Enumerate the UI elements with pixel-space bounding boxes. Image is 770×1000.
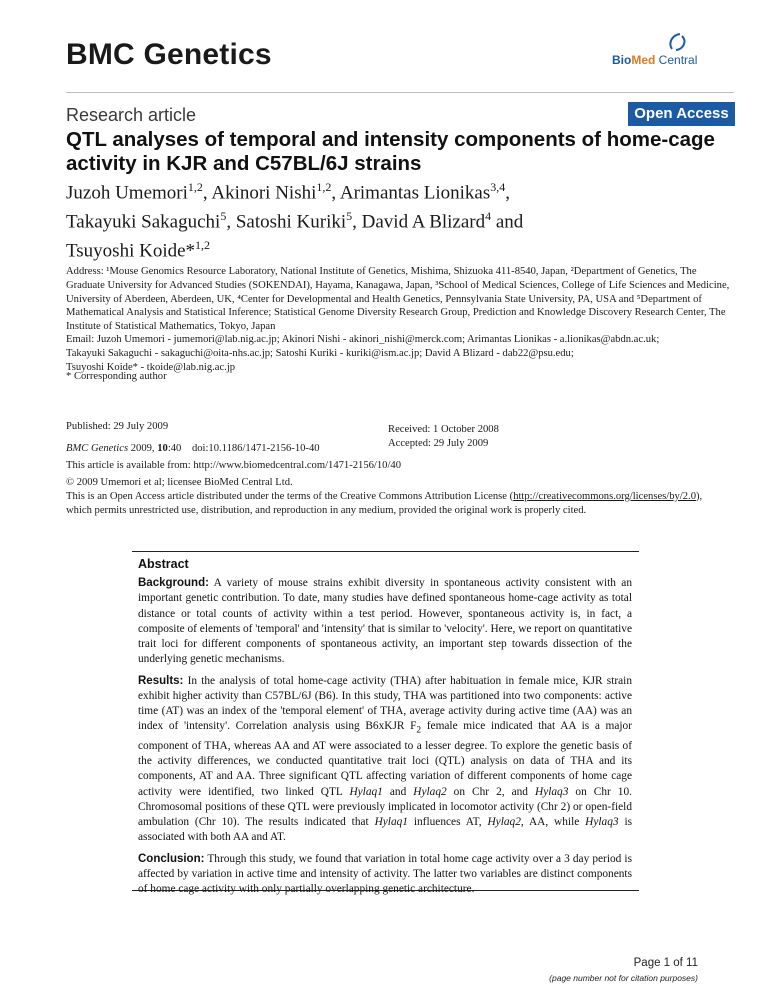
results-subscript: 2 [416, 725, 422, 736]
qtl-name: Hylaq2 [413, 785, 447, 798]
author-affiliation: 5 [220, 208, 227, 223]
abstract-top-rule [132, 551, 639, 552]
logo-central: Central [655, 53, 698, 67]
license-link[interactable]: http://creativecommons.org/licenses/by/2.0 [513, 490, 696, 502]
results-text: and [382, 785, 414, 798]
qtl-name: Hylaq3 [535, 785, 569, 798]
article-title: QTL analyses of temporal and intensity components of home-cage activity in KJR and C57BL/6J strains [66, 128, 715, 175]
author-affiliation: 1,2 [187, 180, 203, 194]
page-number: Page 1 of 11 [633, 957, 698, 969]
citation-journal: BMC Genetics [66, 442, 129, 454]
citation-volume: 10 [157, 442, 168, 454]
header-divider [66, 92, 734, 93]
copyright-line: © 2009 Umemori et al; licensee BioMed Central Ltd. [66, 477, 293, 488]
qtl-name: Hylaq2 [487, 816, 521, 829]
conclusion-text: Through this study, we found that variation in total home cage activity over a 3 day period is affected by variation in active time and intensity of activity. The latter two variables are distinct components [138, 852, 632, 880]
qtl-name: Hylaq1 [349, 785, 383, 798]
copyright-license [66, 476, 736, 517]
author-affiliation: 3,4 [490, 180, 506, 194]
citation-year: 2009, [128, 442, 158, 454]
author-emails [66, 333, 736, 374]
abstract-background [138, 576, 632, 668]
corresponding-author-note: * Corresponding author [66, 371, 167, 382]
results-text: , AA, while [520, 816, 586, 829]
article-type: Research article [66, 105, 197, 125]
abstract-results [138, 674, 632, 846]
biomed-logo-text [612, 53, 697, 67]
published-date: Published: 29 July 2009 [66, 421, 169, 432]
license-text: This is an Open Access article distributed under the terms of the Creative Commons Attribution License ( [66, 490, 514, 502]
citation [66, 442, 376, 456]
biomed-swoosh-icon [666, 31, 690, 53]
license-line: which permits unrestricted use, distribution, and reproduction in any medium, provided the original work is properly cited. [66, 504, 587, 516]
author-name: Takayuki Sakaguchi [66, 211, 221, 233]
author-name: Satoshi Kuriki [235, 211, 347, 233]
conclusion-label: Conclusion: [138, 852, 205, 865]
publication-info [66, 420, 376, 456]
article-availability[interactable]: This article is available from: http://www.biomedcentral.com/1471-2156/10/40 [66, 460, 401, 471]
abstract-body [138, 576, 632, 903]
abstract-heading: Abstract [138, 557, 189, 571]
qtl-name: Hylaq1 [374, 816, 408, 829]
qtl-name: Hylaq3 [585, 816, 619, 829]
email-line[interactable]: Email: Juzoh Umemori - jumemori@lab.nig.ac.jp; Akinori Nishi - akinori_nishi@merck.com; Arimantas Lionikas - a.lionikas@abdn.ac.uk; [66, 334, 660, 345]
author-name: Arimantas Lionikas [339, 182, 491, 204]
accepted-date: Accepted: 29 July 2009 [388, 437, 489, 449]
results-text: In the analysis of total home-cage activity (THA) after habituation in female mice, KJR strain exhibit higher activity than C57BL/6J (B6). In this study, THA was partitioned into two components: active time (AT) was an index of the 'temporal element' of THA, average activity during active time (AA) was an index of 'intensity'. Correlation analysis using B6xKJR F [138, 674, 632, 733]
email-line[interactable]: Takayuki Sakaguchi - sakaguchi@oita-nhs.ac.jp; Satoshi Kuriki - kuriki@ism.ac.jp; David A Blizard - dab22@psu.edu; [66, 347, 574, 359]
received-accepted [388, 423, 638, 451]
results-label: Results: [138, 674, 184, 687]
author-list: Juzoh Umemori$^{1,2}$, Akinori Nishi$^{1,2}$, Arimantas Lionikas$^{3,4}$, Takayuki Sakaguchi$^5$, Satoshi Kuriki$^5$, David A Blizard$^4$ and Tsuyoshi Koide*$^{1,2}$ [66, 180, 524, 261]
corresponding-mark: * [185, 239, 196, 261]
affiliations-address: Address: ¹Mouse Genomics Resource Laboratory, National Institute of Genetics, Mishima, Shizuoka 411-8540, Japan, ²Department of Genetics, The Graduate University for Advanced Studies (SOKENDAI), Hayama, Kanagawa, Japan, ³School of Medical Sciences, College of Life Sciences and Medicine, University of Aberdeen, Aberdeen, UK, ⁴Center for Developmental and Health Genetics, Pennsylvania State University, PA, USA and ⁵Department of Mathematical Analysis and Statistical Inference; Statistical Genome Diversity Research Group, Prediction and Knowledge Discovery Research Center, The Institute of Statistical Mathematics, Tokyo, Japan [66, 266, 730, 333]
background-text: A variety of mouse strains exhibit diversity in spontaneous activity consistent with an important genetic contribution. To date, many studies have defined spontaneous home-cage activity as total distance or total counts of activity within a test period. However, spontaneous activity is, in fact, a composite of elements of 'temporal' and 'intensity' that is similar to 'velocity'. Here, we report on quantitative trait loci for different components of spontaneous activity, an important step towards dissection of the underlying genetic mechanisms. [138, 577, 632, 666]
open-access-badge: Open Access [628, 102, 735, 126]
logo-bio: Bio [612, 53, 632, 67]
results-text: female mice indicated that AA is a major component of THA, whereas AA and AT were associated to a lesser degree. To explore the genetic basis of the activity differences, we conducted quantitative trait loci (QTL) analysis on data of THA and its components, AT and AA. Three significant QTL affecting variation of different components of home cage activity were identified, two linked QTL [138, 720, 632, 798]
results-text: influences AT, [407, 816, 488, 829]
author-name: Juzoh Umemori [66, 182, 188, 204]
page-number-note: (page number not for citation purposes) [549, 973, 698, 983]
received-date: Received: 1 October 2008 [388, 424, 499, 435]
author-affiliation: 4 [485, 208, 492, 223]
citation-doi: :40 doi:10.1186/1471-2156-10-40 [167, 442, 320, 454]
results-text: is associated with both AA and AT. [138, 816, 633, 844]
author-affiliation: 5 [346, 208, 353, 223]
author-name: Akinori Nishi [211, 182, 317, 204]
abstract-bottom-rule [132, 890, 639, 891]
author-affiliation: 1,2 [195, 237, 211, 252]
journal-title: BMC Genetics [66, 38, 272, 71]
license-text-end: ), [696, 490, 703, 502]
logo-med: Med [631, 53, 656, 67]
background-label: Background: [138, 577, 209, 589]
author-name: David A Blizard [361, 211, 486, 233]
results-text: on Chr 10. Chromosomal positions of these QTL were previously implicated in locomotor activity (Chr 2) or open-field ambulation (Chr 10). The results indicated that [138, 785, 632, 829]
biomed-central-logo[interactable] [612, 31, 712, 71]
email-line[interactable]: Tsuyoshi Koide* - tkoide@lab.nig.ac.jp [66, 361, 236, 373]
author-name: Tsuyoshi Koide [66, 239, 186, 261]
license-line [66, 490, 736, 504]
author-affiliation: 1,2 [316, 180, 332, 194]
results-text: on Chr 2, and [446, 785, 535, 798]
